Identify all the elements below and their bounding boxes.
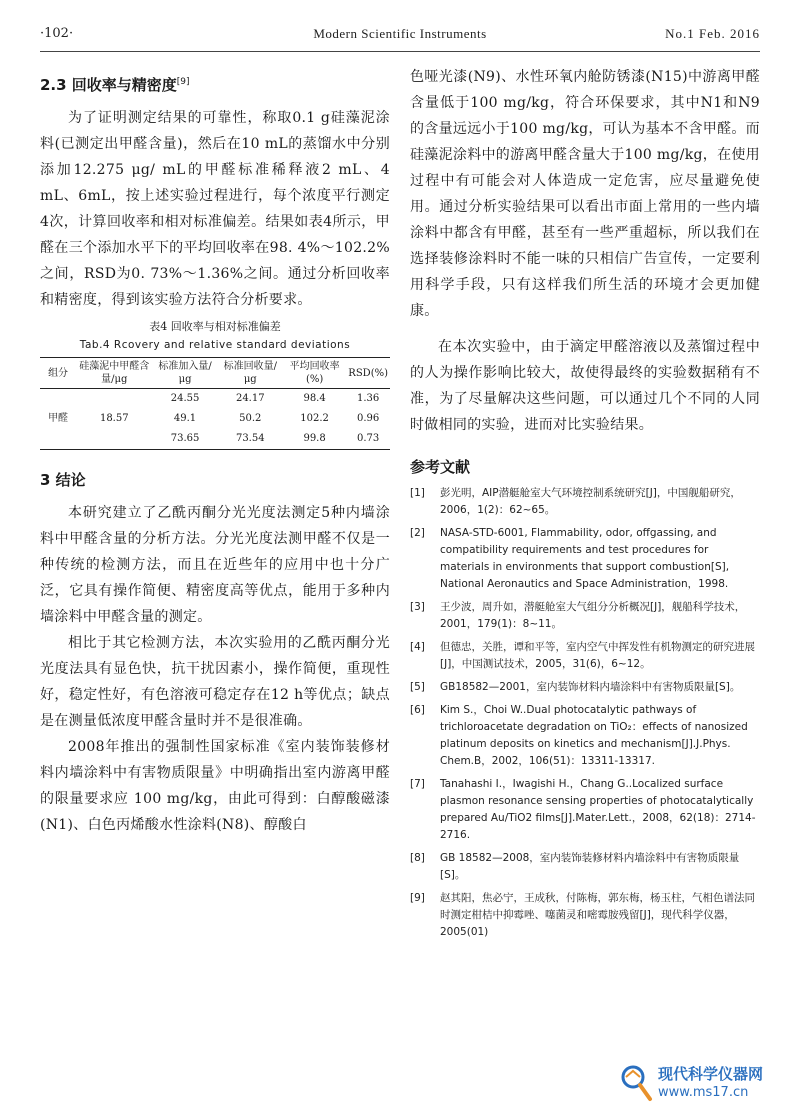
table-header-cell: 标准回收量/μg bbox=[223, 361, 277, 385]
reference-number: [4] bbox=[410, 641, 425, 653]
reference-item bbox=[410, 850, 760, 884]
table-header-cell: 平均回收率(%) bbox=[289, 361, 340, 385]
journal-name: Modern Scientific Instruments bbox=[313, 26, 487, 41]
reference-item bbox=[410, 776, 760, 844]
references-heading: 参考文献 bbox=[410, 458, 471, 476]
reference-text: 彭光明，AIP潜艇舱室大气环境控制系统研究[J]，中国舰船研究，2006，1(2)：62~65。 bbox=[440, 487, 741, 516]
reference-number: [1] bbox=[410, 487, 425, 499]
reference-item bbox=[410, 639, 760, 673]
table-header-row bbox=[40, 358, 390, 389]
reference-text: Tanahashi I.，Iwagishi H.，Chang G..Localized surface plasmon resonance sensing properties of photocatalytically prepared Au/TiO2 films[J].Mater.Lett.，2008，62(18)：2714-2716. bbox=[440, 778, 756, 841]
table-cell: 98.4 bbox=[303, 393, 326, 404]
reference-text: NASA-STD-6001, Flammability, odor, offgassing, and compatibility requirements and test procedures for materials in environments that support combustion[S], National Aeronautics and Space Administration，1998. bbox=[440, 527, 730, 590]
table-header-cell: 组分 bbox=[48, 367, 69, 379]
section-3-paragraph-2: 相比于其它检测方法，本次实验用的乙酰丙酮分光光度法具有显色快，抗干扰因素小，操作简便，重现性好，稳定性好，有色溶液可稳定存在12 h等优点；缺点是在测量低浓度甲醛含量时并不是很准确。 bbox=[40, 635, 390, 729]
reference-item bbox=[410, 679, 760, 696]
reference-text: 但德忠，关胜，谭和平等，室内空气中挥发性有机物测定的研究进展[J]，中国测试技术，2005，31(6)，6~12。 bbox=[440, 641, 755, 670]
site-watermark bbox=[618, 1061, 788, 1105]
section-2-3-citation[interactable]: [9] bbox=[176, 77, 190, 87]
reference-item bbox=[410, 525, 760, 593]
table-cell: 0.96 bbox=[357, 413, 380, 424]
table-cell: 24.55 bbox=[170, 393, 200, 404]
table-cell: 1.36 bbox=[357, 393, 380, 404]
table-cell: 99.8 bbox=[303, 433, 326, 444]
reference-list bbox=[410, 485, 760, 941]
section-2-3-heading bbox=[40, 72, 390, 95]
reference-item bbox=[410, 702, 760, 770]
table-cell: 73.65 bbox=[170, 433, 200, 444]
reference-item bbox=[410, 485, 760, 519]
reference-text: 赵其阳，焦必宁，王成秋，付陈梅，郭东梅，杨玉柱，气相色谱法同时测定柑桔中抑霉唑、噻菌灵和嘧霉胺残留[J]，现代科学仪器，2005(01) bbox=[440, 892, 755, 938]
recovery-table bbox=[40, 357, 390, 450]
table-cell: 73.54 bbox=[235, 433, 265, 444]
conclusion-continued-paragraph: 色哑光漆(N9)、水性环氧内舱防锈漆(N15)中游离甲醛含量低于100 mg/kg，符合环保要求，其中N1和N9的含量远远小于100 mg/kg，可认为基本不含甲醛。而硅藻泥涂料中的游离甲醛含量大于100 mg/kg，在使用过程中有可能会对人体造成一定危害，应尽量避免使用。通过分析实验结果可以看出市面上常用的一些内墙涂料中都含有甲醛，甚至有一些严重超标，所以我们在选择装修涂料时不能一味的只相信广告宣传，一定要利用科学手段，只有这样我们所生活的环境才会更加健康。 bbox=[410, 69, 760, 319]
header-rule bbox=[40, 51, 760, 52]
table-caption-cn: 表4 回收率与相对标准偏差 bbox=[149, 320, 281, 333]
reference-number: [8] bbox=[410, 852, 425, 864]
section-2-3-title: 2.3 回收率与精密度 bbox=[40, 76, 177, 94]
reference-number: [7] bbox=[410, 778, 425, 790]
watermark-url[interactable]: www.ms17.cn bbox=[658, 1085, 749, 1100]
reference-number: [3] bbox=[410, 601, 425, 613]
section-3-paragraph-3: 2008年推出的强制性国家标准《室内装饰装修材料内墙涂料中有害物质限量》中明确指出室内游离甲醛的限量要求应 100 mg/kg，由此可得到：白醇酸磁漆(N1)、白色丙烯酸水性涂料(N8)、醇酸白 bbox=[40, 739, 390, 833]
watermark-title: 现代科学仪器网 bbox=[658, 1065, 764, 1083]
reference-text: GB18582—2001，室内装饰材料内墙涂料中有害物质限量[S]。 bbox=[440, 681, 741, 693]
table-header-cell: 标准加入量/μg bbox=[158, 361, 212, 385]
running-header bbox=[40, 26, 760, 48]
table-caption-en: Tab.4 Rcovery and relative standard deviations bbox=[79, 339, 351, 351]
section-3-paragraph-1: 本研究建立了乙酰丙酮分光光度法测定5种内墙涂料中甲醛含量的分析方法。分光光度法测甲醛不仅是一种传统的检测方法，而且在近些年的应用中也十分广泛，它具有操作简便、精密度高等优点，能用于多种内墙涂料中甲醛含量的测定。 bbox=[40, 505, 390, 625]
page-number: ·102· bbox=[40, 26, 74, 41]
reference-text: Kim S.，Choi W..Dual photocatalytic pathways of trichloroacetate degradation on TiO₂：effects of nanosized platinum deposits on kinetics and mechanism[J].J.Phys. Chem.B，2002，106(51)：13311-13317. bbox=[440, 704, 748, 767]
table-cell: 0.73 bbox=[357, 433, 380, 444]
table-row bbox=[40, 389, 390, 410]
left-column bbox=[40, 64, 390, 838]
right-column bbox=[410, 64, 760, 947]
table-header-cell: RSD(%) bbox=[348, 367, 388, 379]
reference-number: [9] bbox=[410, 892, 425, 904]
table-cell: 102.2 bbox=[300, 413, 329, 424]
reference-number: [5] bbox=[410, 681, 425, 693]
table-cell: 49.1 bbox=[173, 413, 197, 424]
table-header-cell: 硅藻泥中甲醛含量/μg bbox=[79, 361, 150, 385]
conclusion-paragraph-experiment: 在本次实验中，由于滴定甲醛溶液以及蒸馏过程中的人为操作影响比较大，故使得最终的实验数据稍有不准，为了尽量解决这些问题，可以通过几个不同的人同时做相同的实验，进而对比实验结果。 bbox=[410, 339, 760, 433]
magnifier-logo-icon bbox=[618, 1063, 654, 1103]
section-2-3-paragraph: 为了证明测定结果的可靠性，称取0.1 g硅藻泥涂料(已测定出甲醛含量)，然后在10 mL的蒸馏水中分别添加12.275 μg/ mL的甲醛标准稀释液2 mL、4 mL、6mL，按上述实验过程进行，每个浓度平行测定4次，计算回收率和相对标准偏差。结果如表4所示，甲醛在三个添加水平下的平均回收率在98. 4%～102.2%之间，RSD为0. 73%～1.36%之间。通过分析回收率和精密度，得到该实验方法符合分析要求。 bbox=[40, 110, 390, 308]
table-cell-content: 18.57 bbox=[99, 413, 129, 424]
issue-info: No.1 Feb. 2016 bbox=[665, 26, 760, 41]
table-cell: 50.2 bbox=[239, 413, 262, 424]
reference-text: GB 18582—2008，室内装饰装修材料内墙涂料中有害物质限量[S]。 bbox=[440, 852, 740, 881]
reference-item bbox=[410, 599, 760, 633]
section-3-heading: 3 结论 bbox=[40, 471, 86, 489]
reference-item bbox=[410, 890, 760, 941]
table-cell-component: 甲醛 bbox=[48, 413, 69, 424]
table-cell: 24.17 bbox=[235, 393, 265, 404]
reference-text: 王少波，周升如，潜艇舱室大气组分分析概况[J]，舰船科学技术，2001，179(1)：8~11。 bbox=[440, 601, 746, 630]
reference-number: [2] bbox=[410, 527, 425, 539]
reference-number: [6] bbox=[410, 704, 425, 716]
